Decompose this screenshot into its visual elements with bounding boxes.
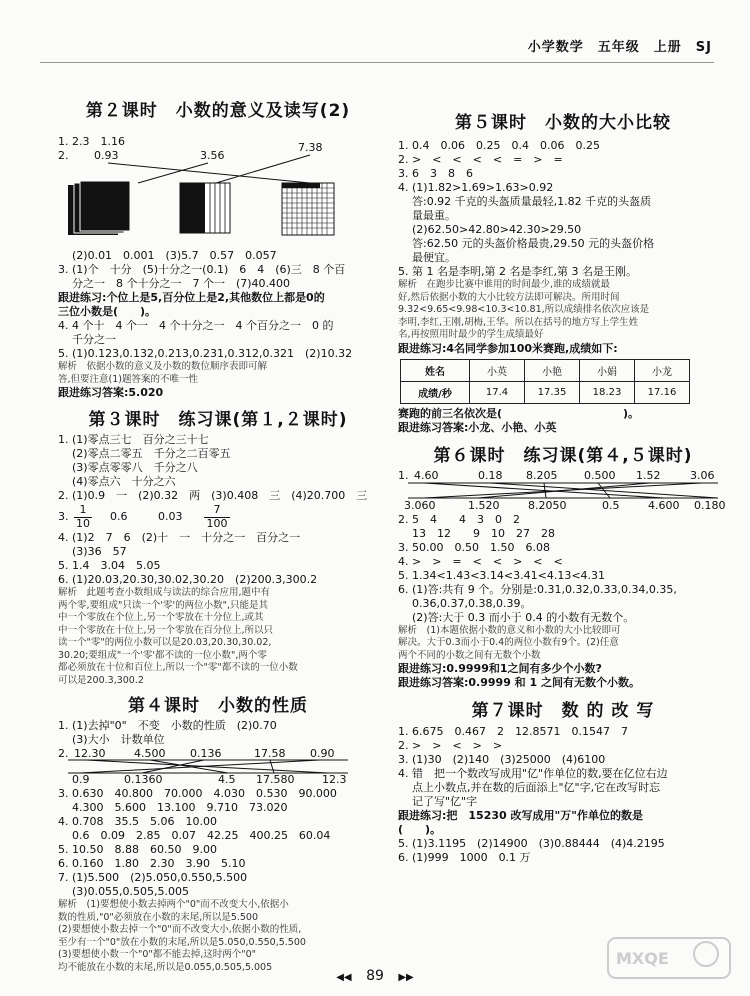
- match-top: 0.90: [310, 747, 335, 760]
- s3-answers: 1. (1)零点三七 百分之三十七 (2)零点二零五 千分之二百零五 (3)零点零零八 千分之八 (4)零点六 十分之六 2. (1)0.9 一 (2)0.32 两 (3)0.408 三 (4)20.700 三: [58, 433, 368, 502]
- match-top: 12.30: [74, 747, 106, 760]
- match-bottom: 12.3: [322, 773, 347, 786]
- match-top: 4.60: [414, 468, 439, 482]
- match-bottom: 3.060: [404, 498, 436, 512]
- table-header-cell: 小龙: [635, 359, 690, 381]
- match-top: 3.06: [690, 468, 715, 482]
- table-cell: 17.35: [525, 381, 580, 403]
- s4-answers: 3. 0.630 40.800 70.000 4.030 0.530 90.000 4.300 5.600 13.100 9.710 73.020 4. 0.708 35.5 5.06 10.00 0.6 0.09 2.85 0.07 42.25 400.25 60.04 5. 10.50 8.88 60.50 9.00 6. 0.160 1.80 2.30 3.90 5.10 7. (1)5.500 (2)5.050,0.550,5.500 (3)0.055,0.505,5.005: [58, 787, 337, 898]
- grid-label-top: 0.93: [94, 149, 119, 162]
- table-header-cell: 姓名: [401, 359, 470, 381]
- s2-answer-3: 3. (1)个 十分 (5)十分之一(0.1) 6 4 (6)三 8 个百 分之一 8 个十分之一 7 个一 (7)40.400: [58, 263, 346, 290]
- prev-page-icon: ◀◀: [336, 972, 352, 983]
- s5-follow-up-question: 赛跑的前三名依次是( )。: [398, 406, 640, 420]
- match-bottom: 17.580: [256, 773, 295, 786]
- s6-matching-figure: 1. 4.60 0.18 8.205 0.500 1.52 3.06 3.060 1.520 8.2050 0.5 4.600 0.180: [398, 469, 728, 513]
- s2-answer-3b: (2)0.01 0.001 (3)5.7 0.57 0.057: [58, 249, 277, 262]
- value: 0.6: [110, 510, 128, 523]
- s6-follow-up: 跟进练习:0.9999和1之间有多少个小数?: [398, 662, 602, 675]
- frac-num: 7: [204, 503, 230, 518]
- race-results-table: [400, 359, 690, 404]
- grid-label-top: 3.56: [200, 149, 225, 162]
- section-3-title: 第３课时 练习课(第１,２课时): [88, 410, 348, 430]
- s6-follow-up-answer: 跟进练习答案:0.9999 和 1 之间有无数个小数。: [398, 676, 640, 689]
- s2-answer-5: 5. (1)0.123,0.132,0.213,0.231,0.312,0.321 (2)10.32: [58, 347, 353, 360]
- s7-follow-up: 跟进练习:把 15230 改写成用"万"作单位的数是 ( )。: [398, 809, 643, 836]
- table-cell: 17.16: [635, 381, 690, 403]
- table-header-cell: 小英: [470, 359, 525, 381]
- s5-follow-up-answer: 跟进练习答案:小龙、小艳、小英: [398, 420, 557, 434]
- next-page-icon: ▶▶: [398, 972, 414, 983]
- s4-matching-figure: 2. 12.30 4.500 0.136 17.58 0.90 0.9 0.1360 4.5 17.580 12.3: [58, 747, 378, 787]
- match-top: 8.205: [526, 468, 558, 482]
- match-bottom: 4.600: [648, 498, 680, 512]
- s4-explanation: 解析 (1)要想使小数去掉两个"0"而不改变大小,依据小 数的性质,"0"必须放在小数的末尾,所以是5.500 (2)要想使小数去掉一个"0"而不改变大小,依据小数的性质, 至少有一个"0"放在小数的末尾,所以是5.050,0.550,5.500 (3)要想使小数一个"0"都不能去掉,这时两个"0" 均不能放在小数的末尾,所以是0.055,0.505,5.005: [58, 899, 306, 973]
- s2-answer-4: 4. 4 个十 4 个一 4 个十分之一 4 个百分之一 0 的 千分之一: [58, 319, 334, 346]
- s3-answers-cont: 4. (1)2 7 6 (2)十 一 十分之一 百分之一 (3)36 57 5. 1.4 3.04 5.05 6. (1)20.03,20.30,30.02,30.20 (2)200.3,300.2: [58, 531, 318, 586]
- table-cell: 18.23: [580, 381, 635, 403]
- table-row: [401, 381, 690, 403]
- table-cell: 成绩/秒: [401, 381, 470, 403]
- s3-answer-3: 3. 1 10 0.6 0.03 7 100: [58, 503, 378, 531]
- match-top: 0.18: [478, 468, 503, 482]
- section-7-title: 第７课时 数 的 改 写: [471, 701, 655, 721]
- section-2-title: 第２课时 小数的意义及读写(2): [85, 101, 351, 121]
- svg-text:MXQE: MXQE: [616, 949, 669, 968]
- s2-follow-up-answer: 跟进练习答案:5.020: [58, 386, 164, 399]
- s2-explanation: 解析 依据小数的意义及小数的数位顺序表即可解 答,但要注意(1)题答案的不唯一性: [58, 361, 268, 385]
- s2-answer-1: 1. 2.3 1.16: [58, 135, 125, 148]
- match-bottom: 0.180: [694, 498, 726, 512]
- s4-answer-1: 1. (1)去掉"0" 不变 小数的性质 (2)0.70 (3)大小 计数单位: [58, 719, 277, 746]
- s5-follow-up: 跟进练习:4名同学参加100米赛跑,成绩如下:: [398, 341, 618, 355]
- watermark-logo: [606, 936, 732, 980]
- table-cell: 17.4: [470, 381, 525, 403]
- match-top: 1.52: [636, 468, 661, 482]
- frac-num: 1: [74, 503, 92, 518]
- section-5-title: 第５课时 小数的大小比较: [455, 113, 671, 133]
- table-row: [401, 359, 690, 381]
- match-bottom: 4.5: [218, 773, 236, 786]
- s7-answers: 1. 6.675 0.467 2 12.8571 0.1547 7 2. > > < > > 3. (1)30 (2)140 (3)25000 (4)6100 4. 错 把一个数改写成用"亿"作单位的数,要在亿位右边 点上小数点,并在数的后面添上"亿"字,它在改写时忘 记了写"亿"字: [398, 725, 668, 808]
- s6-explanation: 解析 (1)本题依据小数的意义和小数的大小比较即可 解决。大于0.3而小于0.4的两位小数有9个。(2)任意 两个不同的小数之间有无数个小数: [398, 624, 621, 661]
- table-header-cell: 小娟: [580, 359, 635, 381]
- header-rule: [40, 62, 714, 63]
- match-top: 0.136: [190, 747, 222, 760]
- s2-answer-2: 2.: [58, 149, 69, 162]
- match-top: 17.58: [254, 747, 286, 760]
- match-bottom: 8.2050: [528, 498, 567, 512]
- s2-follow-up: 跟进练习:个位上是5,百分位上是2,其他数位上都是0的 三位小数是( )。: [58, 291, 325, 318]
- s6-answers: 2. 5 4 4 3 0 2 13 12 9 10 27 28 3. 50.00 0.50 1.50 6.08 4. > > = < < > < < 5. 1.34<1.43<3.14<3.41<4.13<4.31 6. (1)答:共有 9 个。分别是:0.31,0.32,0.33,0.34,0.35, 0.36,0.37,0.38,0.39。 (2)答:大于 0.3 而小于 0.4 的小数有无数个。: [398, 512, 677, 624]
- grid-diagram-svg: [58, 149, 378, 249]
- match-bottom: 0.5: [602, 498, 620, 512]
- s7-answers-cont: 5. (1)3.1195 (2)14900 (3)0.88444 (4)4.2195 6. (1)999 1000 0.1 万: [398, 837, 665, 864]
- frac-den: 10: [76, 517, 90, 530]
- match-top: 0.500: [584, 468, 616, 482]
- value: 0.03: [158, 510, 183, 523]
- frac-den: 100: [206, 517, 228, 530]
- left-column: [58, 96, 378, 974]
- page-header: 小学数学 五年级 上册 SJ: [527, 40, 712, 55]
- grid-label-top: 7.38: [298, 141, 323, 154]
- match-bottom: 1.520: [468, 498, 500, 512]
- s5-explanation: 解析 在跑步比赛中谁用的时间最少,谁的成绩就最 好,然后依据小数的大小比较方法即可解决。所用时间 9.32<9.65<9.98<10.3<10.81,所以成绩排名依次应该是 李明,李红,王刚,胡梅,王华。所以在括号的地方写上学生姓 名,再按照用时最少的学生成绩最好: [398, 279, 650, 340]
- right-column: [398, 108, 728, 865]
- match-bottom: 0.1360: [124, 773, 163, 786]
- s3-explanation: 解析 此题考查小数组成与读法的综合应用,题中有 两个零,要组成"只读一个'零'的两位小数",只能是其 中一个零放在个位上,另一个零放在十分位上,或其 中一个零放在十位上,另一个零放在百分位上,所以只 读一个"零"的两位小数可以是20.03,20.30,30.02, 30.20;要组成"一个'零'都不读的一位小数",两个零 都必须放在十位和百位上,所以一个"零"都不读的一位小数 可以是200.3,300.2: [58, 587, 298, 686]
- s5-answers: 1. 0.4 0.06 0.25 0.4 0.06 0.25 2. > < < < < = > = 3. 6 3 8 6 4. (1)1.82>1.69>1.63>0.92 答:0.92 千克的头盔质量最轻,1.82 千克的头盔质 量最重。 (2)62.50>42.80>42.30>29.50 答:62.50 元的头盔价格最贵,29.50 元的头盔价格 最便宜。 5. 第 1 名是李明,第 2 名是李红,第 3 名是王刚。: [398, 139, 655, 278]
- page-number: 89: [366, 968, 384, 984]
- match-bottom: 0.9: [72, 773, 90, 786]
- section-6-title: 第６课时 练习课(第４,５课时): [433, 445, 693, 466]
- match-top: 4.500: [134, 747, 166, 760]
- section-4-title: 第４课时 小数的性质: [128, 696, 308, 716]
- table-header-cell: 小艳: [525, 359, 580, 381]
